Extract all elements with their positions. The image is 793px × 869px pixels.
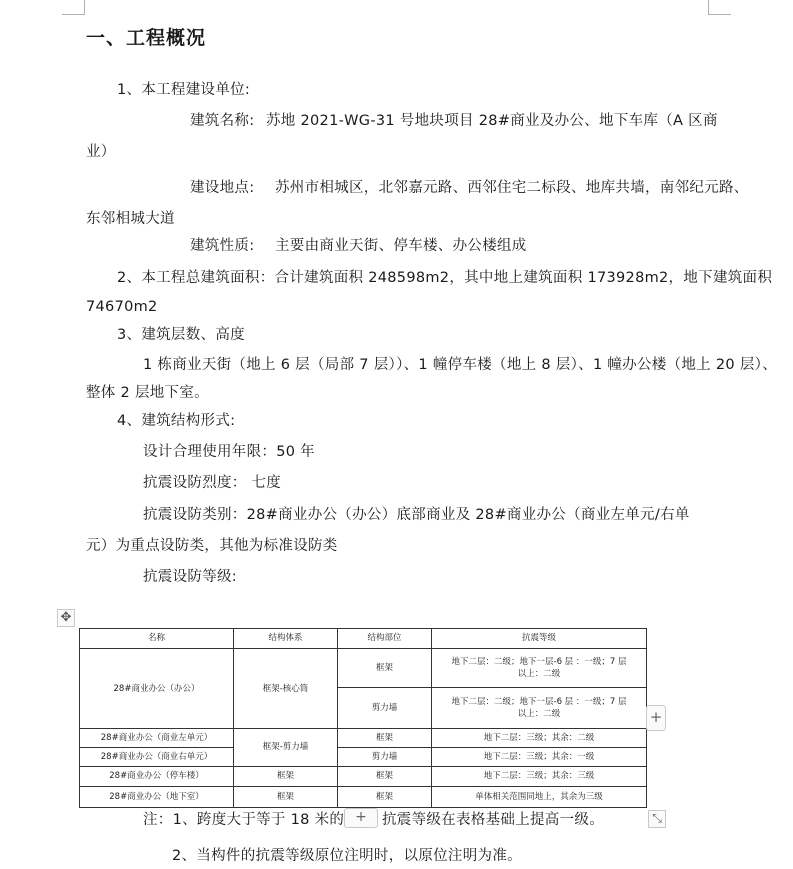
total-area-line2: 74670m2 xyxy=(86,299,158,315)
page-corner-mark-left xyxy=(62,0,85,15)
location-line2: 东邻相城大道 xyxy=(86,211,175,227)
cell-part: 框架 xyxy=(338,729,432,748)
table-move-handle-icon[interactable]: ✥ xyxy=(57,609,75,627)
cell-grade xyxy=(432,687,647,728)
add-column-button[interactable]: + xyxy=(646,705,666,731)
add-row-button[interactable]: + xyxy=(344,808,378,828)
location-line1: 苏州市相城区，北邻嘉元路、西邻住宅二标段、地库共墙，南邻纪元路、 xyxy=(275,180,749,196)
table-row xyxy=(80,729,647,748)
section-title: 一、工程概况 xyxy=(86,27,207,49)
floors-heading: 3、建筑层数、高度 xyxy=(117,327,245,343)
building-nature-label: 建筑性质: xyxy=(190,238,255,254)
table-row xyxy=(80,766,647,787)
cell-name: 28#商业办公（停车楼） xyxy=(80,766,234,787)
header-name: 名称 xyxy=(80,629,234,649)
cell-grade-line: 地下二层：二级；地下一层-6 层 ：一级；7 层 xyxy=(451,697,627,708)
cell-name: 28#商业办公（商业左单元） xyxy=(80,729,234,748)
seismic-grade-label: 抗震设防等级: xyxy=(143,569,237,585)
cell-name: 28#商业办公（地下室） xyxy=(80,787,234,808)
unit-heading: 1、本工程建设单位: xyxy=(117,82,251,98)
header-part: 结构部位 xyxy=(338,629,432,649)
seismic-intensity: 抗震设防烈度： 七度 xyxy=(143,475,282,491)
cell-grade: 地下二层：三级；其余：一级 xyxy=(432,747,647,766)
cell-grade xyxy=(432,648,647,687)
header-grade: 抗震等级 xyxy=(432,629,647,649)
seismic-category-line2: 元）为重点设防类，其他为标准设防类 xyxy=(86,538,338,554)
cell-system: 框架-核心筒 xyxy=(234,648,338,729)
cell-part: 剪力墙 xyxy=(338,687,432,728)
header-system: 结构体系 xyxy=(234,629,338,649)
building-name-line1: 苏地 2021-WG-31 号地块项目 28#商业及办公、地下车库（A 区商 xyxy=(266,113,718,129)
cell-name: 28#商业办公（办公） xyxy=(80,648,234,729)
cell-part: 框架 xyxy=(338,648,432,687)
page-corner-mark-right xyxy=(708,0,731,15)
cell-name: 28#商业办公（商业右单元） xyxy=(80,747,234,766)
table-row xyxy=(80,648,647,687)
cell-grade: 单体相关范围同地上，其余为三级 xyxy=(432,787,647,808)
cell-system: 框架 xyxy=(234,766,338,787)
cell-grade-line: 地下二层：二级；地下一层-6 层 ：一级；7 层 xyxy=(451,656,627,667)
cell-part: 框架 xyxy=(338,766,432,787)
cell-grade: 地下二层：三级；其余：三级 xyxy=(432,766,647,787)
building-name-label: 建筑名称: xyxy=(190,113,255,129)
seismic-category-line1: 抗震设防类别：28#商业办公（办公）底部商业及 28#商业办公（商业左单元/右单 xyxy=(143,507,690,523)
building-nature-value: 主要由商业天街、停车楼、办公楼组成 xyxy=(275,238,527,254)
building-name-line2: 业） xyxy=(86,144,116,160)
design-life: 设计合理使用年限：50 年 xyxy=(143,444,315,460)
seismic-grade-table xyxy=(79,628,647,808)
note1-prefix: 注：1、跨度大于等于 18 米的 xyxy=(143,812,345,828)
note2: 2、当构件的抗震等级原位注明时，以原位注明为准。 xyxy=(172,848,522,864)
cell-grade-line: 以上：二级 xyxy=(517,709,561,720)
location-label: 建设地点: xyxy=(190,180,255,196)
floors-line1: 1 栋商业天街（地上 6 层（局部 7 层））、1 幢停车楼（地上 8 层）、1 幢办公楼（地上 20 层）、 xyxy=(143,357,777,373)
cell-system: 框架 xyxy=(234,787,338,808)
total-area-line1: 2、本工程总建筑面积：合计建筑面积 248598m2，其中地上建筑面积 173928m2，地下建筑面积 xyxy=(117,270,773,286)
cell-system: 框架-剪力墙 xyxy=(234,729,338,766)
table-resize-handle-icon[interactable]: ⤡ xyxy=(648,810,666,828)
cell-part: 剪力墙 xyxy=(338,747,432,766)
table-row xyxy=(80,747,647,766)
note1-suffix: 抗震等级在表格基础上提高一级。 xyxy=(382,812,604,828)
floors-line2: 整体 2 层地下室。 xyxy=(86,385,209,401)
table-header-row xyxy=(80,629,647,649)
cell-grade: 地下二层：三级；其余：二级 xyxy=(432,729,647,748)
cell-part: 框架 xyxy=(338,787,432,808)
table-row xyxy=(80,787,647,808)
structure-heading: 4、建筑结构形式: xyxy=(117,413,236,429)
cell-grade-line: 以上：二级 xyxy=(517,668,561,679)
